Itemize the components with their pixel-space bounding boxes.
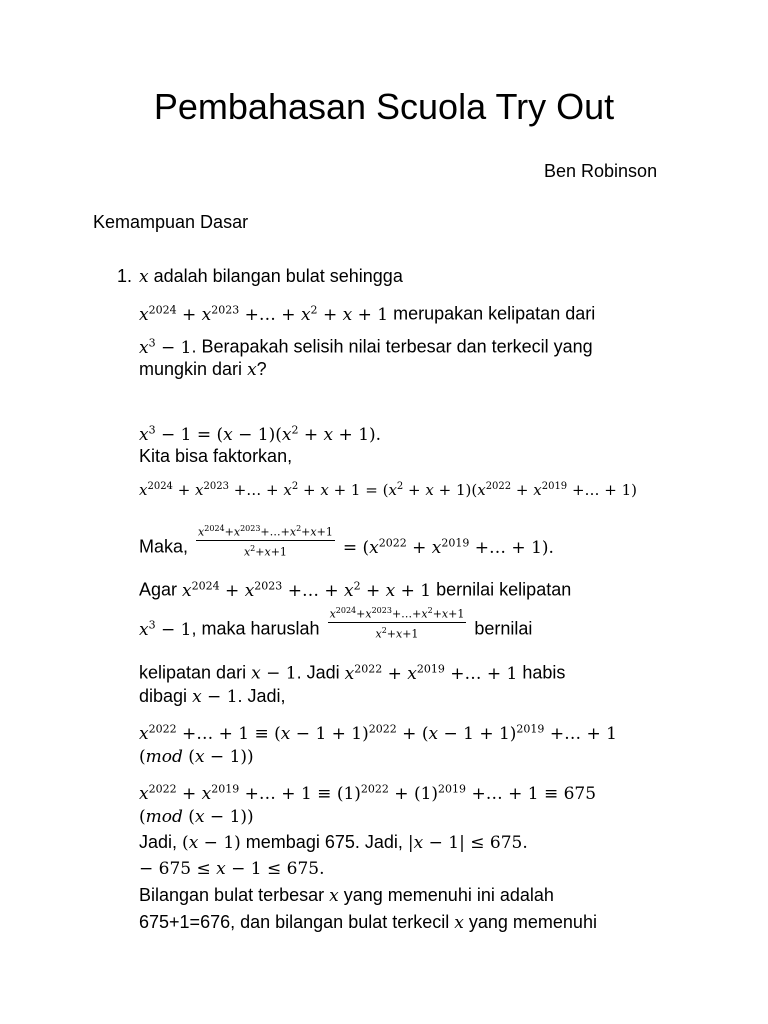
solution-text-kelipatan-dari: kelipatan dari [139, 662, 247, 683]
solution-congruence-2: $x^{2022} + x^{2019}$ +… + $1 \equiv (1)^{2022} + (1)^{2019}$ +… + 1 ≡ 675 [139, 782, 597, 804]
solution-text-bilangan: Bilangan bulat terbesar [139, 885, 325, 905]
solution-text-maka: Maka, [139, 536, 189, 557]
problem-text-4: mungkin dari [139, 359, 243, 379]
section-heading: Kemampuan Dasar [93, 212, 249, 232]
solution-kelipatan-line: kelipatan dari x − 1. Jadi $x^{2022} + x^{2019}$ +… + 1 habis [139, 662, 566, 684]
solution-bilangan-line: Bilangan bulat terbesar x yang memenuhi ini adalah [139, 885, 554, 906]
solution-text-last-b: yang memenuhi [468, 912, 597, 932]
solution-text-agar: Agar [139, 579, 178, 600]
solution-text-last-a: 675+1=676, dan bilangan bulat terkecil [139, 912, 450, 932]
solution-last-line: 675+1=676, dan bilangan bulat terkecil x yang memenuhi [139, 912, 597, 933]
page-title: Pembahasan Scuola Try Out [153, 86, 615, 127]
solution-text-membagi: membagi 675. Jadi, [245, 832, 403, 852]
solution-inequality: − 675 ≤ x − 1 ≤ 675. [139, 859, 325, 879]
solution-text-dibagi: dibagi [139, 686, 188, 706]
solution-text-maka-haruslah: , maka haruslah [191, 618, 320, 639]
problem-text-4-end: ? [256, 359, 267, 379]
problem-line-4: mungkin dari x? [139, 359, 267, 380]
solution-factorization: $x^{2024} + x^{2023}$ +… + $x^2 + x + 1 = (x^2 + x + 1)(x^{2022} + x^{2019}$ +… + 1) [139, 481, 638, 499]
problem-line-1: x adalah bilangan bulat sehingga [139, 266, 403, 287]
solution-congruence-1: $x^{2022}$ +… + $1 \equiv (x - 1 + 1)^{2022} + (x - 1 + 1)^{2019}$ +… + 1 [139, 722, 617, 744]
solution-text-jadi-3: Jadi, [139, 832, 178, 852]
solution-text-bilangan-2: yang memenuhi ini adalah [343, 885, 554, 905]
problem-text-1: adalah bilangan bulat sehingga [153, 266, 403, 286]
solution-mod-1: (mod (x − 1)) [139, 747, 254, 767]
problem-line-2: $x^{2024} + x^{2023}$ +… + $x^2 + x + 1$ merupakan kelipatan dari [139, 303, 596, 325]
solution-mod-2: (mod (x − 1)) [139, 807, 254, 827]
problem-number: 1. [117, 266, 133, 286]
author-name: Ben Robinson [544, 161, 658, 181]
solution-dibagi-line: dibagi x − 1. Jadi, [139, 686, 286, 707]
solution-text-bernilai: bernilai [474, 618, 533, 639]
solution-text-jadi-2: . Jadi, [237, 686, 286, 706]
solution-text-kita: Kita bisa faktorkan, [139, 446, 293, 466]
problem-text-3: . Berapakah selisih nilai terbesar dan terkecil yang [191, 336, 593, 357]
solution-text-bernilai-kelipatan: bernilai kelipatan [436, 579, 572, 600]
solution-text-habis: habis [522, 662, 566, 683]
solution-text-jadi-1: . Jadi [296, 662, 340, 683]
solution-membagi-line: Jadi, (x − 1) membagi 675. Jadi, |x − 1| ≤ 675. [139, 832, 528, 853]
solution-maka-line: Maka, $\frac{x^{2024}+x^{2023}+\dots+x^2+x+1}{x^2+x+1}$ = ($x^{2022} + x^{2019}$ +… + 1). [139, 523, 554, 560]
solution-agar-line: Agar $x^{2024} + x^{2023}$ +… + $x^2 + x + 1$ bernilai kelipatan [139, 579, 572, 601]
solution-haruslah-line: $x^3 - 1$, maka haruslah $\frac{x^{2024}+x^{2023}+\dots+x^2+x+1}{x^2+x+1}$ bernilai [139, 605, 533, 642]
problem-text-2: merupakan kelipatan dari [393, 303, 596, 324]
problem-line-3: $x^3 - 1$. Berapakah selisih nilai terbesar dan terkecil yang [139, 336, 593, 358]
solution-factor-line: $x^3 - 1 = (x - 1)(x^2 + x + 1)$. [139, 423, 382, 445]
